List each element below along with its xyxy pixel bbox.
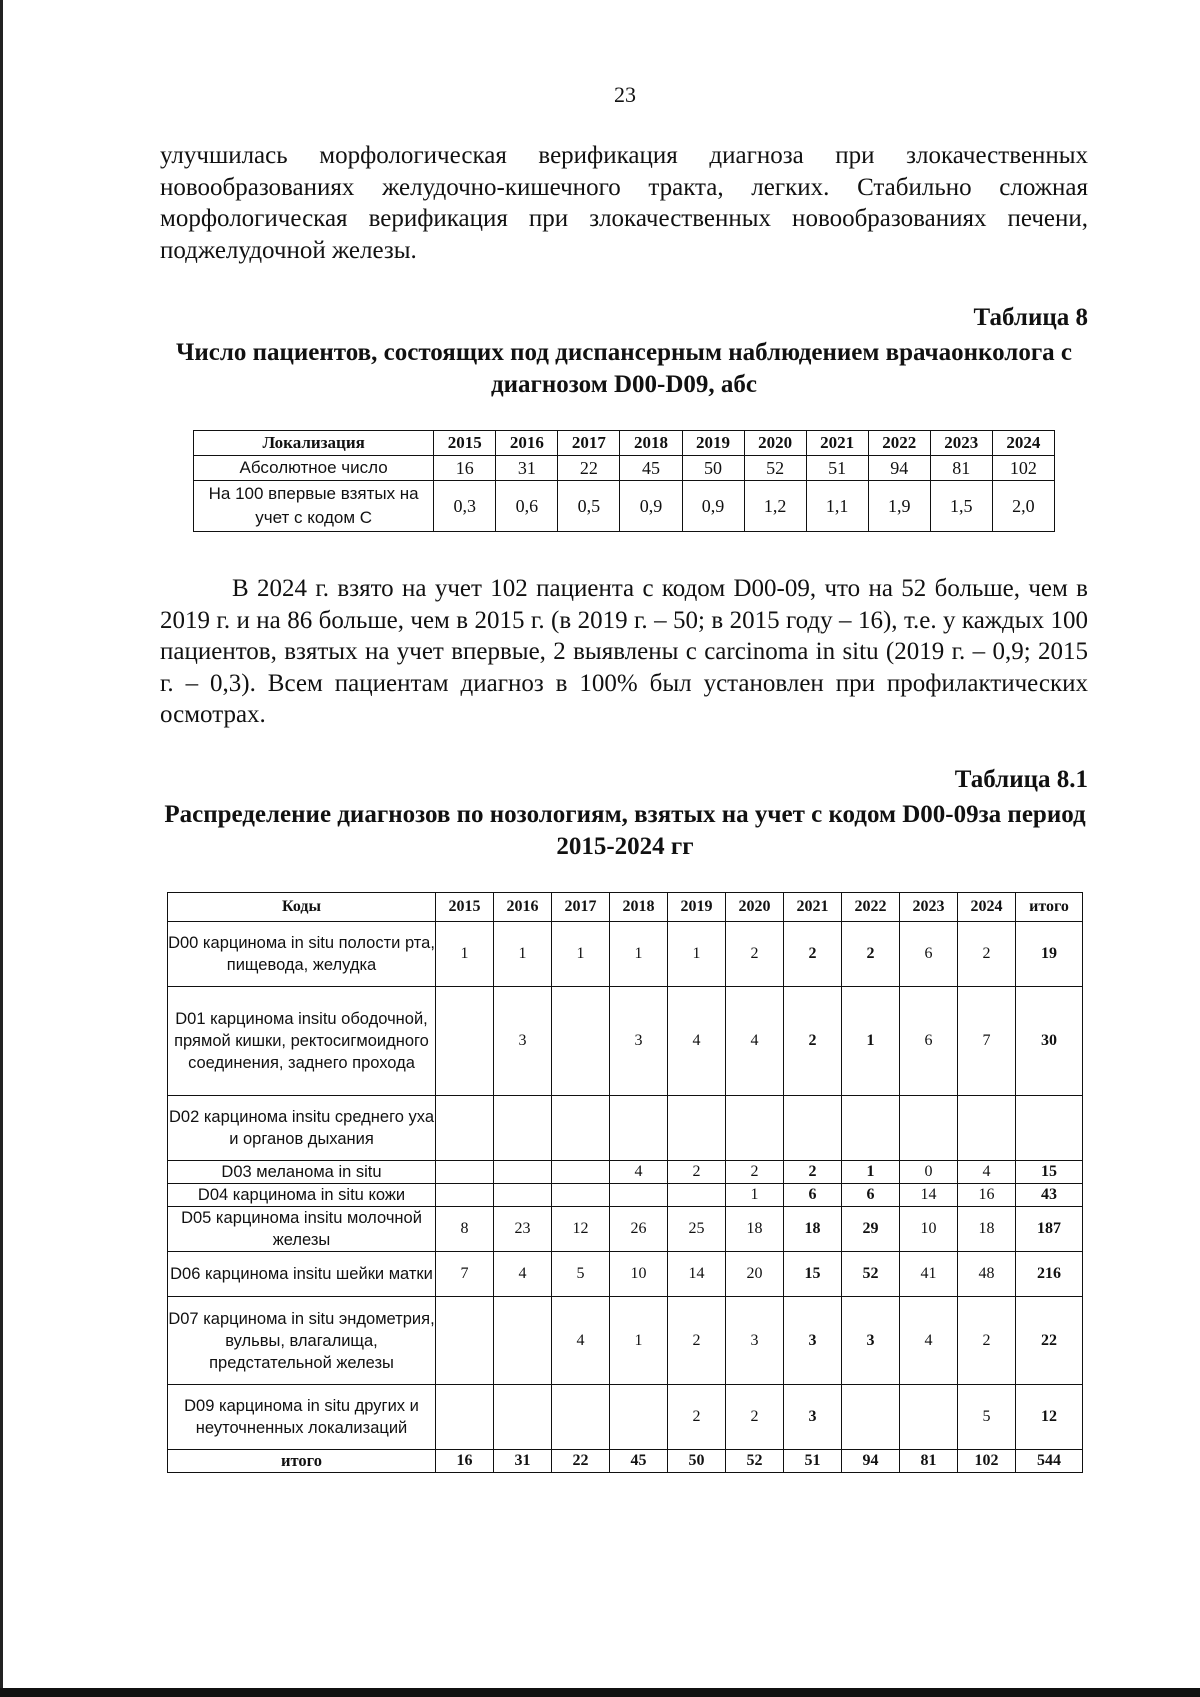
t81-cell bbox=[552, 1161, 610, 1184]
t81-cell bbox=[494, 1161, 552, 1184]
t81-total-cell: 94 bbox=[842, 1450, 900, 1473]
t81-row-label: D07 карцинома in situ эндометрия, вульвы, влагалища, предстательной железы bbox=[168, 1297, 436, 1385]
t8-cell: 1,2 bbox=[744, 481, 806, 532]
t81-cell: 8 bbox=[436, 1207, 494, 1252]
page-edge-bottom bbox=[0, 1688, 1200, 1697]
t81-cell: 1 bbox=[726, 1184, 784, 1207]
table-row bbox=[168, 1385, 1083, 1450]
t81-total-cell: 102 bbox=[958, 1450, 1016, 1473]
t81-cell bbox=[494, 1184, 552, 1207]
t81-cell: 4 bbox=[668, 987, 726, 1096]
t81-cell bbox=[784, 1096, 842, 1161]
table-8-1-header-row bbox=[168, 893, 1083, 922]
table-row bbox=[194, 481, 1055, 532]
t8-cell: 1,5 bbox=[930, 481, 992, 532]
t81-cell bbox=[1016, 1096, 1083, 1161]
t81-cell: 4 bbox=[958, 1161, 1016, 1184]
t81-cell: 18 bbox=[958, 1207, 1016, 1252]
t81-header-cell: итого bbox=[1016, 893, 1083, 922]
page-number: 23 bbox=[614, 82, 636, 107]
t81-cell: 2 bbox=[784, 1161, 842, 1184]
t81-cell: 2 bbox=[668, 1385, 726, 1450]
t81-cell: 12 bbox=[552, 1207, 610, 1252]
t81-cell bbox=[494, 1297, 552, 1385]
t81-cell: 2 bbox=[784, 922, 842, 987]
t81-cell bbox=[552, 1184, 610, 1207]
t81-header-cell: 2023 bbox=[900, 893, 958, 922]
t81-cell: 25 bbox=[668, 1207, 726, 1252]
table-8-title: Число пациентов, состоящих под диспансерным наблюдением врачаонколога с диагнозом D00-D09, абс bbox=[175, 339, 1073, 398]
t81-cell: 2 bbox=[726, 1385, 784, 1450]
t81-cell: 2 bbox=[726, 1161, 784, 1184]
t81-total-cell: 16 bbox=[436, 1450, 494, 1473]
t81-cell bbox=[610, 1385, 668, 1450]
table-row bbox=[168, 1184, 1083, 1207]
t81-cell: 6 bbox=[900, 987, 958, 1096]
t81-cell: 18 bbox=[784, 1207, 842, 1252]
t81-row-label: D02 карцинома insitu среднего уха и органов дыхания bbox=[168, 1096, 436, 1161]
t8-header-cell: 2024 bbox=[992, 431, 1054, 456]
table-8-1-number: Таблица 8.1 bbox=[954, 766, 1088, 793]
t81-cell: 3 bbox=[610, 987, 668, 1096]
t81-total-cell: 81 bbox=[900, 1450, 958, 1473]
t81-total-cell: 31 bbox=[494, 1450, 552, 1473]
t81-cell: 2 bbox=[958, 922, 1016, 987]
t81-cell: 3 bbox=[726, 1297, 784, 1385]
t81-cell: 1 bbox=[552, 922, 610, 987]
t81-cell bbox=[842, 1385, 900, 1450]
table-8-1-title: Распределение диагнозов по нозологиям, взятых на учет с кодом D00-09за период 2015-2024 гг bbox=[164, 801, 1086, 860]
t81-cell: 3 bbox=[784, 1297, 842, 1385]
t81-row-label: D09 карцинома in situ других и неуточненных локализаций bbox=[168, 1385, 436, 1450]
t8-header-cell: 2016 bbox=[496, 431, 558, 456]
t81-cell: 16 bbox=[958, 1184, 1016, 1207]
t81-header-cell: 2017 bbox=[552, 893, 610, 922]
t8-cell: 0,5 bbox=[558, 481, 620, 532]
t81-cell: 2 bbox=[842, 922, 900, 987]
t81-cell: 216 bbox=[1016, 1252, 1083, 1297]
t81-total-cell: 50 bbox=[668, 1450, 726, 1473]
t81-cell: 30 bbox=[1016, 987, 1083, 1096]
t81-cell: 6 bbox=[900, 922, 958, 987]
t81-total-cell: 22 bbox=[552, 1450, 610, 1473]
t8-cell: 51 bbox=[806, 456, 868, 481]
t81-cell: 26 bbox=[610, 1207, 668, 1252]
t81-cell bbox=[436, 987, 494, 1096]
t81-cell: 3 bbox=[494, 987, 552, 1096]
table-row bbox=[168, 1096, 1083, 1161]
t81-cell bbox=[494, 1385, 552, 1450]
t8-header-cell: 2021 bbox=[806, 431, 868, 456]
t8-header-cell: 2022 bbox=[868, 431, 930, 456]
paragraph-2: В 2024 г. взято на учет 102 пациента с кодом D00-09, что на 52 больше, чем в 2019 г. и на 86 больше, чем в 2015 г. (в 2019 г. – 50; в 2015 году – 16), т.е. у каждых 100 пациентов, взятых на учет впервые, 2 выявлены с carcinoma in situ (2019 г. – 0,9; 2015 г. – 0,3). Всем пациентам диагноз в 100% был установлен при профилактических осмотрах. bbox=[160, 575, 1088, 728]
t81-cell: 7 bbox=[958, 987, 1016, 1096]
t81-cell: 1 bbox=[494, 922, 552, 987]
t8-row-label: Абсолютное число bbox=[194, 456, 434, 481]
t81-cell: 19 bbox=[1016, 922, 1083, 987]
t8-cell: 94 bbox=[868, 456, 930, 481]
t8-cell: 0,3 bbox=[434, 481, 496, 532]
t81-cell: 14 bbox=[668, 1252, 726, 1297]
t81-row-label: D03 меланома in situ bbox=[168, 1161, 436, 1184]
table-row bbox=[168, 987, 1083, 1096]
t81-cell: 1 bbox=[842, 1161, 900, 1184]
t81-cell: 10 bbox=[610, 1252, 668, 1297]
t8-cell: 0,9 bbox=[682, 481, 744, 532]
t81-cell: 15 bbox=[1016, 1161, 1083, 1184]
t8-cell: 81 bbox=[930, 456, 992, 481]
table-total-row bbox=[168, 1450, 1083, 1473]
t81-cell bbox=[436, 1096, 494, 1161]
t8-cell: 0,9 bbox=[620, 481, 682, 532]
t81-cell bbox=[900, 1096, 958, 1161]
t8-cell: 16 bbox=[434, 456, 496, 481]
t81-cell: 4 bbox=[610, 1161, 668, 1184]
t81-cell: 48 bbox=[958, 1252, 1016, 1297]
t81-row-label: D04 карцинома in situ кожи bbox=[168, 1184, 436, 1207]
t81-cell bbox=[436, 1297, 494, 1385]
table-row bbox=[194, 456, 1055, 481]
t81-cell bbox=[552, 1385, 610, 1450]
t81-header-cell: 2022 bbox=[842, 893, 900, 922]
t8-cell: 52 bbox=[744, 456, 806, 481]
t81-cell: 4 bbox=[494, 1252, 552, 1297]
t81-cell: 3 bbox=[842, 1297, 900, 1385]
table-row bbox=[168, 1207, 1083, 1252]
t81-cell bbox=[610, 1184, 668, 1207]
t81-cell: 12 bbox=[1016, 1385, 1083, 1450]
t81-cell: 2 bbox=[668, 1161, 726, 1184]
t81-cell bbox=[610, 1096, 668, 1161]
t81-cell: 10 bbox=[900, 1207, 958, 1252]
table-8-1 bbox=[167, 892, 1083, 1473]
page-edge-left bbox=[0, 0, 3, 1697]
t81-cell: 29 bbox=[842, 1207, 900, 1252]
paragraph-1: улучшилась морфологическая верификация диагноза при злокачественных новообразованиях желудочно-кишечного тракта, легких. Стабильно сложная морфологическая верификация при злокачественных новообразованиях печени, поджелудочной железы. bbox=[160, 142, 1088, 264]
t81-cell: 4 bbox=[726, 987, 784, 1096]
t81-total-cell: 544 bbox=[1016, 1450, 1083, 1473]
t8-cell: 1,1 bbox=[806, 481, 868, 532]
t81-cell: 3 bbox=[784, 1385, 842, 1450]
t8-cell: 50 bbox=[682, 456, 744, 481]
t8-cell: 0,6 bbox=[496, 481, 558, 532]
t81-cell: 1 bbox=[610, 922, 668, 987]
t81-cell bbox=[436, 1161, 494, 1184]
t81-cell: 20 bbox=[726, 1252, 784, 1297]
table-8-number: Таблица 8 bbox=[973, 304, 1088, 331]
t81-row-label: D01 карцинома insitu ободочной, прямой кишки, ректосигмоидного соединения, заднего прохода bbox=[168, 987, 436, 1096]
t81-cell: 41 bbox=[900, 1252, 958, 1297]
t81-cell: 2 bbox=[726, 922, 784, 987]
t81-header-cell: Коды bbox=[168, 893, 436, 922]
table-row bbox=[168, 1161, 1083, 1184]
table-row bbox=[168, 922, 1083, 987]
t81-cell: 2 bbox=[668, 1297, 726, 1385]
t81-cell: 15 bbox=[784, 1252, 842, 1297]
t81-cell: 23 bbox=[494, 1207, 552, 1252]
t8-header-cell: 2019 bbox=[682, 431, 744, 456]
t81-header-cell: 2018 bbox=[610, 893, 668, 922]
t81-cell: 1 bbox=[842, 987, 900, 1096]
t81-cell bbox=[494, 1096, 552, 1161]
t81-cell bbox=[842, 1096, 900, 1161]
t8-header-cell: 2023 bbox=[930, 431, 992, 456]
t81-row-label: D05 карцинома insitu молочной железы bbox=[168, 1207, 436, 1252]
t81-cell bbox=[552, 987, 610, 1096]
t81-header-cell: 2015 bbox=[436, 893, 494, 922]
t81-total-label: итого bbox=[168, 1450, 436, 1473]
t81-total-cell: 52 bbox=[726, 1450, 784, 1473]
t81-cell bbox=[436, 1184, 494, 1207]
t81-total-cell: 45 bbox=[610, 1450, 668, 1473]
t81-cell: 0 bbox=[900, 1161, 958, 1184]
t8-header-cell: 2018 bbox=[620, 431, 682, 456]
t8-header-cell: 2020 bbox=[744, 431, 806, 456]
t81-cell: 6 bbox=[842, 1184, 900, 1207]
t81-cell: 22 bbox=[1016, 1297, 1083, 1385]
t8-row-label: На 100 впервые взятых на учет с кодом С bbox=[194, 481, 434, 532]
t8-cell: 45 bbox=[620, 456, 682, 481]
t81-cell: 43 bbox=[1016, 1184, 1083, 1207]
t81-cell: 5 bbox=[958, 1385, 1016, 1450]
t81-cell: 187 bbox=[1016, 1207, 1083, 1252]
t8-header-cell: 2017 bbox=[558, 431, 620, 456]
t81-cell: 4 bbox=[900, 1297, 958, 1385]
t81-cell: 1 bbox=[436, 922, 494, 987]
t8-cell: 31 bbox=[496, 456, 558, 481]
t81-cell: 2 bbox=[784, 987, 842, 1096]
t81-row-label: D00 карцинома in situ полости рта, пищевода, желудка bbox=[168, 922, 436, 987]
t81-cell: 1 bbox=[610, 1297, 668, 1385]
t8-cell: 2,0 bbox=[992, 481, 1054, 532]
t81-cell bbox=[958, 1096, 1016, 1161]
t81-header-cell: 2016 bbox=[494, 893, 552, 922]
t81-cell: 2 bbox=[958, 1297, 1016, 1385]
t81-cell bbox=[900, 1385, 958, 1450]
t8-header-cell: Локализация bbox=[194, 431, 434, 456]
table-8 bbox=[193, 430, 1055, 532]
t81-cell: 52 bbox=[842, 1252, 900, 1297]
t81-header-cell: 2019 bbox=[668, 893, 726, 922]
t8-cell: 102 bbox=[992, 456, 1054, 481]
t8-cell: 22 bbox=[558, 456, 620, 481]
t81-cell bbox=[668, 1184, 726, 1207]
t81-cell: 1 bbox=[668, 922, 726, 987]
t81-row-label: D06 карцинома insitu шейки матки bbox=[168, 1252, 436, 1297]
t8-header-cell: 2015 bbox=[434, 431, 496, 456]
t81-header-cell: 2021 bbox=[784, 893, 842, 922]
table-row bbox=[168, 1252, 1083, 1297]
t81-cell bbox=[436, 1385, 494, 1450]
t81-header-cell: 2024 bbox=[958, 893, 1016, 922]
t81-cell bbox=[726, 1096, 784, 1161]
t81-cell bbox=[668, 1096, 726, 1161]
t81-cell bbox=[552, 1096, 610, 1161]
t81-total-cell: 51 bbox=[784, 1450, 842, 1473]
table-8-header-row bbox=[194, 431, 1055, 456]
t81-header-cell: 2020 bbox=[726, 893, 784, 922]
t81-cell: 4 bbox=[552, 1297, 610, 1385]
t81-cell: 5 bbox=[552, 1252, 610, 1297]
table-row bbox=[168, 1297, 1083, 1385]
t81-cell: 6 bbox=[784, 1184, 842, 1207]
t81-cell: 18 bbox=[726, 1207, 784, 1252]
t8-cell: 1,9 bbox=[868, 481, 930, 532]
t81-cell: 14 bbox=[900, 1184, 958, 1207]
t81-cell: 7 bbox=[436, 1252, 494, 1297]
